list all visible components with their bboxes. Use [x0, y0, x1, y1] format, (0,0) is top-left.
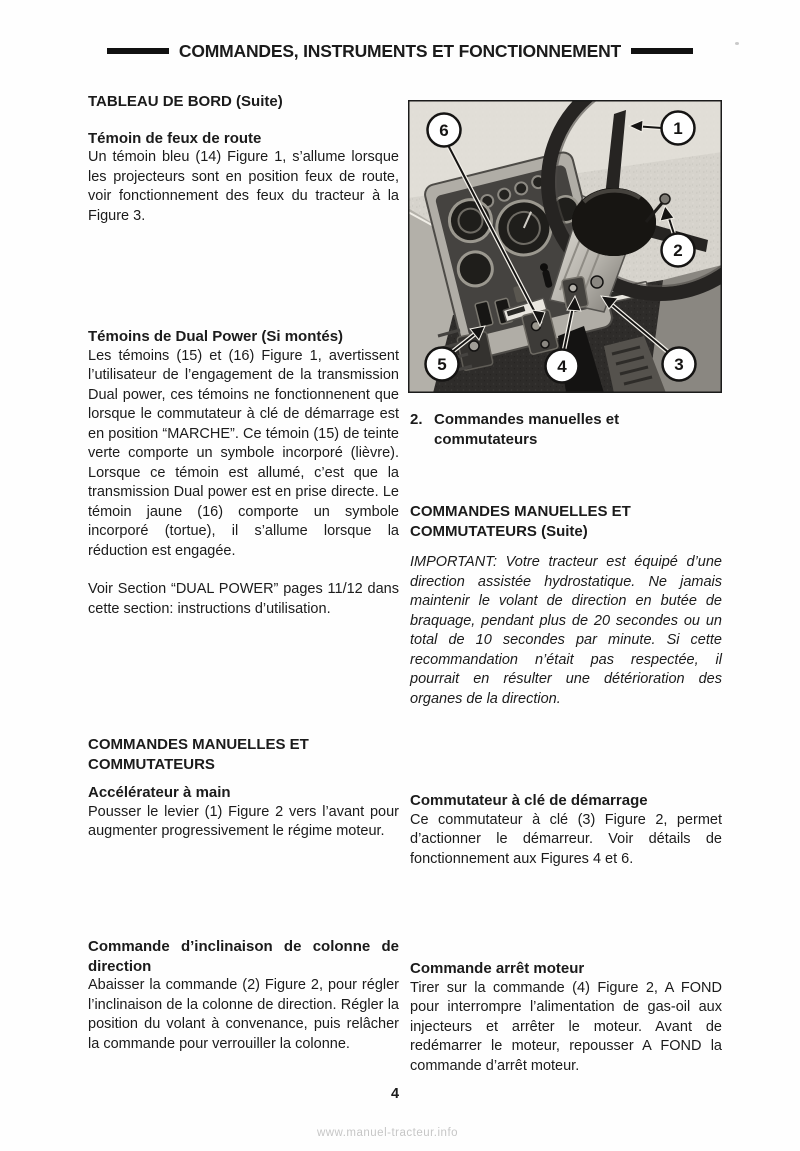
figure-callout-5 — [426, 348, 459, 381]
header-rule-left — [107, 48, 169, 54]
section-commutateur-cle — [410, 791, 722, 869]
inclinaison-heading: Commande d’inclinaison de colonne de direction — [88, 938, 399, 975]
section-inclinaison — [88, 937, 399, 1054]
header-rule-right — [631, 48, 693, 54]
arret-moteur-heading: Commande arrêt moteur — [410, 960, 585, 977]
section-commandes-manuelles — [88, 735, 399, 774]
section-commandes-suite — [410, 502, 722, 541]
commutateur-cle-body: Ce commutateur à clé (3) Figure 2, permet d’actionner le démarreur. Voir détails de fonctionnement aux Figures 4 et 6. — [410, 811, 722, 867]
feux-heading: Témoin de feux de route — [88, 129, 262, 147]
tableau-heading: TABLEAU DE BORD (Suite) — [88, 93, 283, 110]
figure-callout-4 — [546, 350, 579, 383]
scan-artifact — [735, 42, 739, 45]
inclinaison-body: Abaisser la commande (2) Figure 2, pour régler l’inclinaison de la colonne de direction. Régler la position du volant à convenance, puis relâcher la commande pour verrouiller la colonne. — [88, 977, 399, 1052]
figure-callout-6 — [428, 114, 461, 147]
dual-power-body: Les témoins (15) et (16) Figure 1, avertissent l’utilisateur de l’engagement de la transmission Dual power, ces témoins ne fonctionnenent que lorsque le commutateur à clé de démarrage est en position “MARCHE”. Ce témoin (15) de teinte verte comporte un symbole incorporé (lièvre). Lorsque ce témoin est allumé, c’est que la transmission Dual power est en prise directe. Le témoin jaune (16) comporte un symbole incorporé (tortue), il s’allume lorsque la réduction est engagée. — [88, 347, 399, 559]
section-tableau-de-bord — [88, 92, 399, 226]
commandes-suite-heading: COMMANDES MANUELLES ET COMMUTATEURS (Suite) — [410, 503, 631, 540]
section-dual-power — [88, 327, 399, 619]
figure-caption-number: 2. — [410, 411, 423, 428]
figure-2-photo — [408, 100, 722, 393]
accelerateur-body: Pousser le levier (1) Figure 2 vers l’avant pour augmenter progressivement le régime moteur. — [88, 803, 399, 839]
feux-body: Un témoin bleu (14) Figure 1, s’allume lorsque les projecteurs sont en position feux de route, voir fonctionnement des feux du tracteur à la Figure 3. — [88, 149, 399, 224]
callout-number-6: 6 — [439, 121, 449, 140]
commandes-heading: COMMANDES MANUELLES ET COMMUTATEURS — [88, 736, 309, 773]
figure-callout-2 — [662, 234, 695, 267]
figure-caption — [410, 410, 722, 449]
callout-number-5: 5 — [437, 355, 447, 374]
callout-number-3: 3 — [674, 355, 684, 374]
arret-moteur-body: Tirer sur la commande (4) Figure 2, A FOND pour interrompre l’alimentation de gas-oil aux injecteurs et arrêter le moteur. Avant de redémarrer le moteur, repousser A FOND la commande d’arrêt moteur. — [410, 979, 722, 1074]
important-note: IMPORTANT: Votre tracteur est équipé d’une direction assistée hydrostatique. Ne jamais maintenir le volant de direction en butée de braquage, pendant plus de 20 secondes ou un total de 10 secondes par minute. Si cette recommandation n’était pas respectée, il pourrait en résulter une détérioration des organes de la direction. — [410, 554, 722, 707]
page-number: 4 — [390, 1086, 400, 1102]
accelerateur-heading: Accélérateur à main — [88, 784, 231, 801]
page-header — [0, 36, 800, 66]
page-title: COMMANDES, INSTRUMENTS ET FONCTIONNEMENT — [178, 40, 622, 61]
section-arret-moteur — [410, 959, 722, 1076]
section-important — [410, 553, 722, 709]
figure-callout-3 — [663, 348, 696, 381]
figure-caption-text: Commandes manuelles et commutateurs — [434, 411, 620, 448]
commutateur-cle-heading: Commutateur à clé de démarrage — [410, 792, 648, 809]
watermark: www.manuel-tracteur.info — [316, 1127, 459, 1139]
callout-number-2: 2 — [673, 241, 683, 260]
figure-callout-1 — [662, 112, 695, 145]
dual-power-heading: Témoins de Dual Power (Si montés) — [88, 328, 344, 345]
callout-number-4: 4 — [557, 357, 567, 376]
dual-power-note: Voir Section “DUAL POWER” pages 11/12 dans cette section: instructions d’utilisation. — [88, 581, 399, 617]
section-accelerateur — [88, 783, 399, 842]
callout-number-1: 1 — [673, 119, 683, 138]
